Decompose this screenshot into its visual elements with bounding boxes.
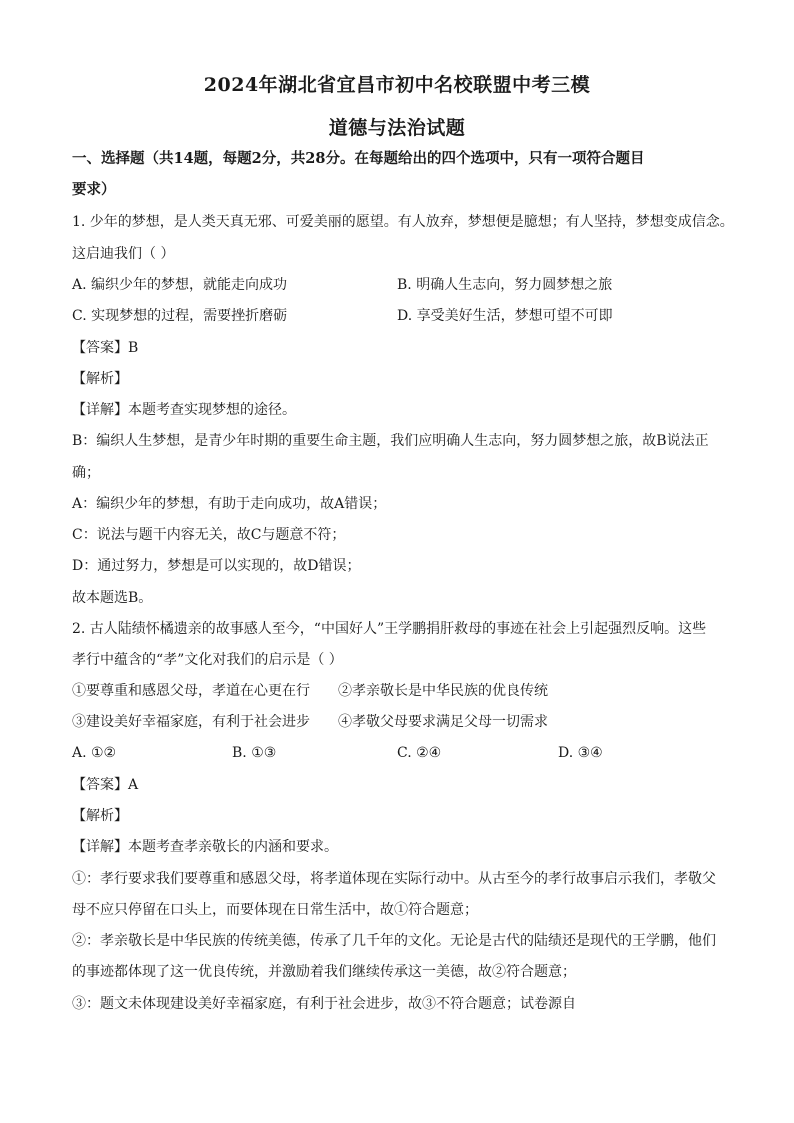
q2-option-a: A. ①②: [72, 745, 117, 761]
q1-option-c: C. 实现梦想的过程，需要挫折磨砺: [72, 308, 288, 324]
section-heading: 一、选择题（共14题，每题2分，共28分。在每题给出的四个选项中，只有一项符合题目: [72, 150, 645, 167]
q2-explain-2: ②：孝亲敬长是中华民族的传统美德，传承了几千年的文化。无论是古代的陆绩还是现代的王学鹏，他们: [72, 933, 716, 949]
q2-stem-cont: 孝行中蕴含的“孝”文化对我们的启示是（ ）: [72, 652, 343, 668]
q1-option-a: A. 编织少年的梦想，就能走向成功: [72, 277, 288, 293]
q2-explain-1: ①：孝行要求我们要尊重和感恩父母，将孝道体现在实际行动中。从古至今的孝行故事启示我们，孝敬父: [72, 871, 716, 887]
q2-item-4: ④孝敬父母要求满足父母一切需求: [338, 714, 548, 730]
q2-explain-3: ③：题文未体现建设美好幸福家庭，有利于社会进步，故③不符合题意；试卷源自: [72, 996, 576, 1012]
q1-detail: 【详解】本题考查实现梦想的途径。: [72, 402, 296, 418]
q1-explain-b-cont: 确；: [72, 465, 100, 481]
q2-answer: 【答案】A: [72, 777, 139, 793]
exam-title: 2024年湖北省宜昌市初中名校联盟中考三模: [203, 74, 591, 96]
q1-explain-c: C：说法与题干内容无关，故C与题意不符；: [72, 527, 346, 543]
q2-stem: 2. 古人陆绩怀橘遗亲的故事感人至今，“中国好人”王学鹏捐肝救母的事迹在社会上引起强烈反响。这些: [72, 621, 707, 637]
q2-explain-2-cont: 的事迹都体现了这一优良传统，并激励着我们继续传承这一美德，故②符合题意；: [72, 964, 576, 980]
q2-item-1: ①要尊重和感恩父母，孝道在心更在行: [72, 683, 310, 699]
q1-analysis-label: 【解析】: [72, 371, 128, 387]
q1-explain-b: B：编织人生梦想，是青少年时期的重要生命主题，我们应明确人生志向，努力圆梦想之旅，故B说法正: [72, 433, 709, 449]
q2-detail: 【详解】本题考查孝亲敬长的内涵和要求。: [72, 839, 338, 855]
q2-analysis-label: 【解析】: [72, 808, 128, 824]
section-heading-cont: 要求）: [72, 181, 116, 198]
q1-option-d: D. 享受美好生活，梦想可望不可即: [397, 308, 613, 324]
q1-stem-cont: 这启迪我们（ ）: [72, 246, 175, 262]
q2-explain-1-cont: 母不应只停留在口头上，而要体现在日常生活中，故①符合题意；: [72, 902, 478, 918]
q2-item-2: ②孝亲敬长是中华民族的优良传统: [338, 683, 548, 699]
q1-conclusion: 故本题选B。: [72, 590, 153, 606]
q2-item-3: ③建设美好幸福家庭，有利于社会进步: [72, 714, 310, 730]
q1-explain-d: D：通过努力，梦想是可以实现的，故D错误；: [72, 558, 361, 574]
q1-answer: 【答案】B: [72, 340, 139, 356]
q2-option-b: B. ①③: [232, 745, 277, 761]
q1-option-b: B. 明确人生志向，努力圆梦想之旅: [397, 277, 613, 293]
q2-option-c: C. ②④: [397, 745, 442, 761]
q2-option-d: D. ③④: [558, 745, 603, 761]
exam-subtitle: 道德与法治试题: [328, 117, 466, 139]
q1-stem: 1. 少年的梦想，是人类天真无邪、可爱美丽的愿望。有人放弃，梦想便是臆想；有人坚持，梦想变成信念。: [72, 214, 734, 230]
q1-explain-a: A：编织少年的梦想，有助于走向成功，故A错误；: [72, 496, 387, 512]
